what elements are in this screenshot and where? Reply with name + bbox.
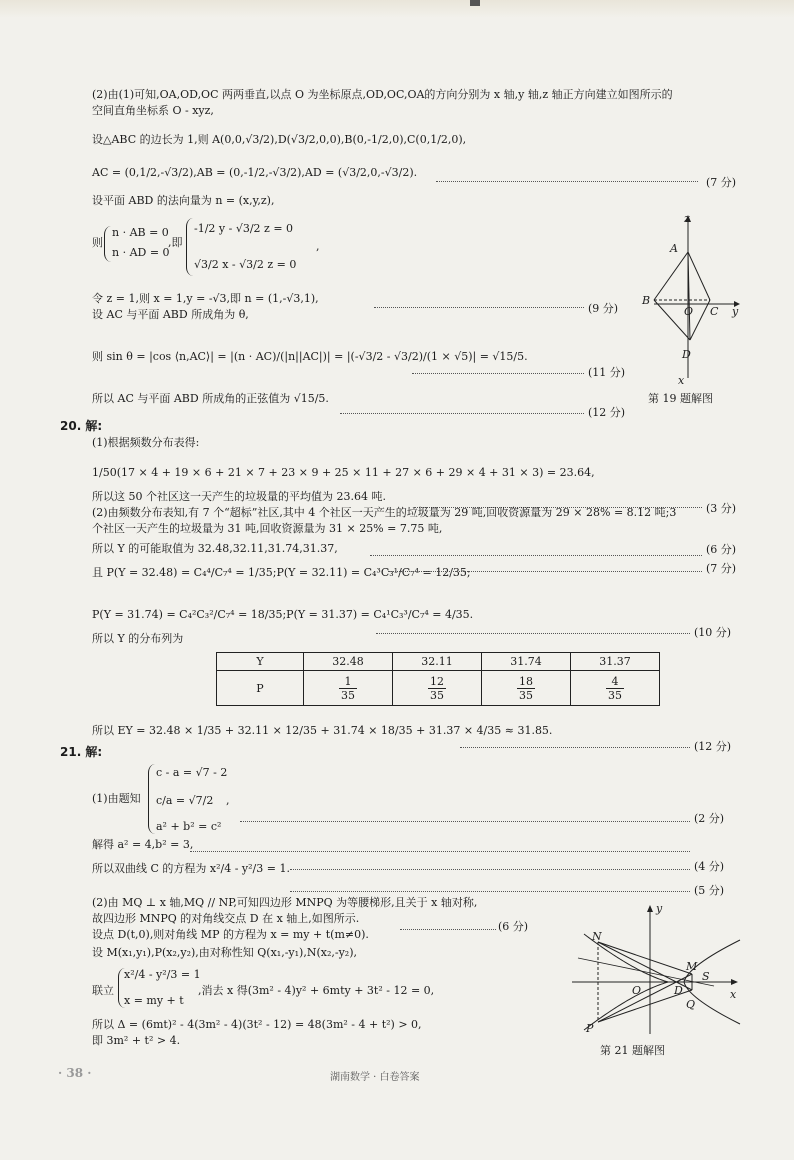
table-cell: 31.74 (482, 653, 571, 671)
fig19-label-O: O (684, 305, 694, 318)
q19-line8: 设 AC 与平面 ABD 所成角为 θ, (92, 308, 249, 321)
table-cell: 32.48 (304, 653, 393, 671)
table-header-row (217, 653, 660, 671)
q19-sys-b2: √3/2 x - √3/2 z = 0 (194, 258, 297, 271)
q21-label: 21. 解: (60, 745, 103, 759)
fig19-label-B: B (642, 294, 651, 307)
q21-l8a: x²/4 - y²/3 = 1 (124, 968, 201, 981)
dot-leader (190, 850, 690, 852)
frac-numerator: 4 (606, 675, 624, 689)
q20-p10: 所以 EY = 32.48 × 1/35 + 32.11 × 12/35 + 31.74 × 18/35 + 31.37 × 4/35 ≈ 31.85. (92, 724, 553, 737)
fig21-label-M: M (686, 960, 698, 973)
figure-21-diagram (564, 900, 746, 1038)
q21-l8-pre: 联立 (92, 984, 114, 997)
dot-leader (290, 868, 690, 870)
fig19-label-A: A (670, 242, 678, 255)
q19-sys-a2: n · AD = 0 (112, 246, 170, 259)
q19-sys-a1: n · AB = 0 (112, 226, 169, 239)
frac-denominator: 35 (519, 688, 533, 702)
q19-line3: 设△ABC 的边长为 1,则 A(0,0,√3/2),D(√3/2,0,0),B(0,-1/2,0),C(0,1/2,0), (92, 133, 467, 146)
q19-line7: 令 z = 1,则 x = 1,y = -√3,即 n = (1,-√3,1), (92, 292, 319, 305)
frac-numerator: 1 (339, 675, 357, 689)
diagonal-PM (598, 974, 692, 1022)
footer-title: 湖南数学 · 白卷答案 (330, 1072, 420, 1083)
dot-leader (412, 372, 584, 374)
edge-AB (654, 252, 688, 300)
q20-p5: 个社区一天产生的垃圾量为 31 吨,回收资源量为 31 × 25% = 7.75 吨, (92, 522, 443, 535)
dot-leader (376, 632, 690, 634)
q19-sys-b1: -1/2 y - √3/2 z = 0 (194, 222, 294, 235)
dot-leader (374, 306, 584, 308)
fig19-label-C: C (710, 305, 719, 318)
dot-leader (290, 890, 690, 892)
fig21-label-O: O (632, 984, 642, 997)
q20-p2: 1/50(17 × 4 + 19 × 6 + 21 × 7 + 23 × 9 + 25 × 11 + 27 × 6 + 29 × 4 + 31 × 3) = 23.64, (92, 466, 595, 479)
line-NM (598, 942, 692, 974)
fig21-label-y: y (656, 902, 663, 915)
score-10: (10 分) (694, 626, 732, 639)
table-cell: 32.11 (393, 653, 482, 671)
q19-sys-mid: ,即 (168, 236, 183, 249)
q21-l9: 所以 Δ = (6mt)² - 4(3m² - 4)(3t² - 12) = 48(3m² - 4 + t²) > 0, (92, 1018, 422, 1031)
distribution-table (216, 652, 660, 706)
fig21-label-Q: Q (686, 998, 696, 1011)
q19-sys-end: , (316, 240, 320, 253)
brace (186, 218, 193, 276)
q21-l8b: x = my + t (124, 994, 184, 1007)
q21-l2: 解得 a² = 4,b² = 3, (92, 838, 194, 851)
score-7: (7 分) (706, 176, 737, 189)
q21-sys2: c/a = √7/2 (156, 794, 214, 807)
table-cell (571, 671, 660, 706)
q19-line1: (2)由(1)可知,OA,OD,OC 两两垂直,以点 O 为坐标原点,OD,OC,OA的方向分别为 x 轴,y 轴,z 轴正方向建立如图所示的 (92, 88, 673, 101)
q21-l7: 设 M(x₁,y₁),P(x₂,y₂),由对称性知 Q(x₁,-y₁),N(x₂,-y₂), (92, 946, 357, 959)
y-arrow-icon (647, 905, 653, 912)
q21-l10: 即 3m² + t² > 4. (92, 1034, 181, 1047)
q20-p8: P(Y = 31.74) = C₄²C₃²/C₇⁴ = 18/35;P(Y = 31.37) = C₄¹C₃³/C₇⁴ = 4/35. (92, 608, 474, 621)
q20-p4: (2)由频数分布表知,有 7 个“超标”社区,其中 4 个社区一天产生的垃圾量为 29 吨,回收资源量为 29 × 28% = 8.12 吨;3 (92, 506, 677, 519)
figure-19-diagram (640, 212, 750, 390)
q20-p3: 所以这 50 个社区这一天产生的垃圾量的平均值为 23.64 吨. (92, 490, 386, 503)
score-2: (2 分) (694, 812, 725, 825)
fig21-label-N: N (592, 930, 602, 943)
x-arrow-icon (731, 979, 738, 985)
score-11: (11 分) (588, 366, 626, 379)
q20-p7: 且 P(Y = 32.48) = C₄⁴/C₇⁴ = 1/35;P(Y = 32.11) = C₄³C₃¹/C₇⁴ = 12/35; (92, 566, 471, 579)
score-6: (6 分) (706, 543, 737, 556)
q20-p9: 所以 Y 的分布列为 (92, 632, 184, 645)
q21-l8-post: ,消去 x 得(3m² - 4)y² + 6mty + 3t² - 12 = 0, (198, 984, 435, 997)
fig21-label-P: P (586, 1022, 594, 1035)
fig19-label-x: x (678, 374, 685, 387)
q21-l3: 所以双曲线 C 的方程为 x²/4 - y²/3 = 1. (92, 862, 290, 875)
q19-sys-pre: 则 (92, 236, 103, 249)
q20-p1: (1)根据频数分布表得: (92, 436, 200, 449)
q19-line10: 所以 AC 与平面 ABD 所成角的正弦值为 √15/5. (92, 392, 329, 405)
q21-after: , (226, 794, 230, 807)
table-cell (304, 671, 393, 706)
fig21-label-S: S (702, 970, 710, 983)
page-number: · 38 · (58, 1066, 92, 1080)
q19-line2: 空间直角坐标系 O - xyz, (92, 104, 214, 117)
score-12: (12 分) (694, 740, 732, 753)
q21-sys1: c - a = √7 - 2 (156, 766, 228, 779)
brace (148, 764, 155, 834)
frac-denominator: 35 (341, 688, 355, 702)
figure-21-caption: 第 21 题解图 (600, 1044, 665, 1057)
q19-line4: AC = (0,1/2,-√3/2),AB = (0,-1/2,-√3/2),AD = (√3/2,0,-√3/2). (92, 166, 418, 179)
fig21-label-D: D (674, 984, 683, 997)
dot-leader (240, 820, 690, 822)
table-cell: 31.37 (571, 653, 660, 671)
table-cell: P (217, 671, 304, 706)
score-6: (6 分) (498, 920, 529, 933)
fig19-label-D: D (682, 348, 691, 361)
dot-leader (370, 554, 702, 556)
score-7: (7 分) (706, 562, 737, 575)
table-row (217, 671, 660, 706)
q19-line5: 设平面 ABD 的法向量为 n = (x,y,z), (92, 194, 275, 207)
table-cell: Y (217, 653, 304, 671)
diagonal-NQ (598, 942, 692, 990)
frac-numerator: 12 (430, 674, 444, 688)
q21-l5: 故四边形 MNPQ 的对角线交点 D 在 x 轴上,如图所示. (92, 912, 360, 925)
fig21-label-x: x (730, 988, 737, 1001)
dot-leader (460, 746, 690, 748)
fig19-label-y: y (732, 305, 739, 318)
q21-sys3: a² + b² = c² (156, 820, 222, 833)
score-3: (3 分) (706, 502, 737, 515)
score-9: (9 分) (588, 302, 619, 315)
frac-denominator: 35 (430, 688, 444, 702)
brace (104, 226, 111, 262)
q19-line9: 则 sin θ = |cos ⟨n,AC⟩| = |(n · AC)/(|n||AC|)| = |(-√3/2 - √3/2)/(1 × √5)| = √15/5. (92, 350, 528, 363)
edge-AC (688, 252, 710, 300)
dot-leader (340, 412, 584, 414)
figure-19-caption: 第 19 题解图 (648, 392, 713, 405)
dot-leader (400, 928, 496, 930)
q21-l4: (2)由 MQ ⊥ x 轴,MQ // NP,可知四边形 MNPQ 为等腰梯形,且关于 x 轴对称, (92, 896, 478, 909)
score-4: (4 分) (694, 860, 725, 873)
q21-l6: 设点 D(t,0),则对角线 MP 的方程为 x = my + t(m≠0). (92, 928, 369, 941)
q20-label: 20. 解: (60, 419, 103, 433)
dot-leader (436, 180, 698, 182)
q21-pre: (1)由题知 (92, 792, 141, 805)
frac-numerator: 18 (519, 674, 533, 688)
score-12: (12 分) (588, 406, 626, 419)
score-5: (5 分) (694, 884, 725, 897)
table-cell (393, 671, 482, 706)
fig19-label-z: z (684, 212, 690, 225)
dot-leader (388, 570, 702, 572)
q20-p6: 所以 Y 的可能取值为 32.48,32.11,31.74,31.37, (92, 542, 338, 555)
frac-denominator: 35 (608, 688, 622, 702)
table-cell (482, 671, 571, 706)
